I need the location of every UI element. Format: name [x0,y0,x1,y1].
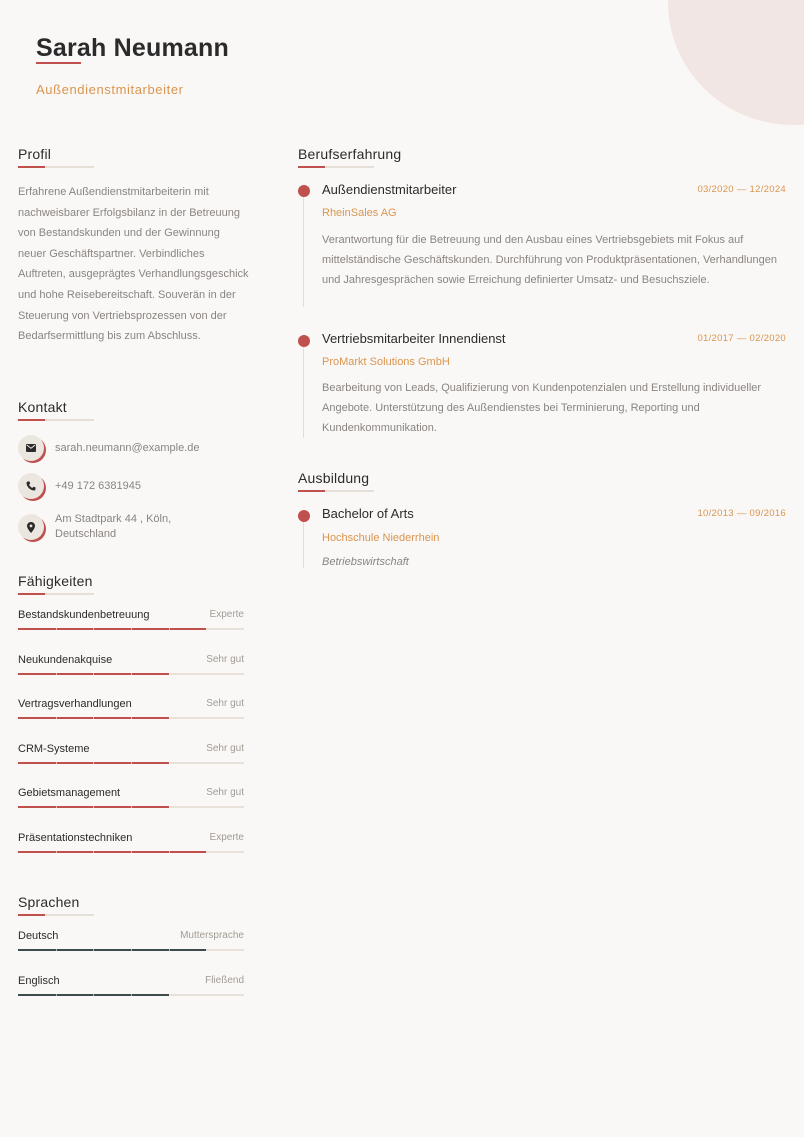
contact-heading: Kontakt [18,399,67,415]
timeline-dot [298,185,310,197]
email-text: sarah.neumann@example.de [55,441,200,454]
skill-bar-separator [93,851,94,853]
skill-level: Experte [209,609,244,620]
address-line-2: Deutschland [55,528,117,540]
experience-org: RheinSales AG [322,207,397,219]
language-bar-track [18,949,244,951]
experience-date: 01/2017 — 02/2020 [697,333,786,344]
skill-bar-track [18,628,244,630]
education-heading-line [298,490,374,492]
profile-text: Erfahrene Außendienstmitarbeiterin mit nachweisbarer Erfolgsbilanz in der Betreuung von Bestandskunden und der Gewinnung neuer Geschäftspartner. Verbindliches Auftreten, ausgeprägtes Verhandlungsgeschick und hohe Reisebereitschaft. Souverän in der Steuerung von Vertriebsprozessen von der Bedarfsermittlung bis zum Abschluss. [18,186,249,343]
location-pin-icon [18,514,44,540]
skill-name: Präsentationstechniken [18,831,133,844]
skill-bar-separator [56,851,57,853]
contact-address [18,512,171,542]
skill-level: Experte [209,831,244,843]
skill-bar-separator [56,806,57,808]
skill-name: Neukundenakquise [18,653,113,666]
skill-name: Vertragsverhandlungen [18,698,132,710]
skill-bar-separator [56,628,57,630]
phone-text: +49 172 6381945 [55,479,141,492]
experience-org: ProMarkt Solutions GmbH [322,356,450,368]
education-subject: Betriebswirtschaft [322,556,409,568]
skill-level: Sehr gut [206,787,244,798]
language-name: Englisch [18,975,60,987]
skill-bar-separator [169,717,170,719]
skill-bar-separator [56,762,57,764]
language-bar-track [18,994,244,996]
skill-bar-fill [18,628,206,630]
skill-name: Gebietsmanagement [18,787,121,799]
skill-bar-separator [93,806,94,808]
skill-bar-separator [131,762,132,764]
timeline-dot [298,510,310,522]
skill-bar-track [18,717,244,719]
skill-bar-track [18,762,244,764]
education-title: Bachelor of Arts [322,506,414,521]
language-bar-separator [169,994,170,996]
timeline-line [303,340,304,438]
timeline-line [303,191,304,307]
job-title: Außendienstmitarbeiter [36,82,184,97]
skill-name: Bestandskundenbetreuung [18,609,150,621]
language-name: Deutsch [18,930,59,942]
language-level: Fließend [205,975,244,986]
experience-date: 03/2020 — 12/2024 [697,184,786,195]
skill-bar-track [18,673,244,675]
skill-bar-separator [131,717,132,719]
skill-bar-separator [56,673,57,675]
skill-bar-separator [131,851,132,853]
language-bar-separator [93,949,94,951]
timeline-dot [298,335,310,347]
skill-bar-separator [169,762,170,764]
experience-description: Verantwortung für die Betreuung und den Ausbau eines Vertriebsgebiets mit Fokus auf mittelständische Geschäftskunden. Durchführung von Produktpräsentationen, Verhandlungen und Jahresgesprächen sowie Erreichung definierter Umsatz- und Besuchsziele. [322,234,777,286]
skills-heading: Fähigkeiten [18,573,93,589]
skill-bar-separator [93,673,94,675]
experience-title: Vertriebsmitarbeiter Innendienst [322,331,506,346]
languages-heading-line [18,914,94,916]
skill-bar-separator [169,673,170,675]
skill-name: CRM-Systeme [18,742,90,755]
language-bar-separator [93,994,94,996]
timeline-line [303,516,304,568]
skill-bar-separator [93,762,94,764]
experience-title: Außendienstmitarbeiter [322,182,457,197]
envelope-icon [18,435,44,461]
experience-heading-line [298,166,374,168]
experience-heading: Berufserfahrung [298,146,402,162]
contact-email[interactable] [18,435,199,461]
contact-phone[interactable] [18,473,141,499]
language-bar-fill [18,949,206,951]
language-bar-separator [131,949,132,951]
skill-bar-separator [93,717,94,719]
skill-bar-separator [56,717,57,719]
name-underline [36,62,81,64]
skills-heading-line [18,593,94,595]
language-level: Muttersprache [180,930,244,941]
language-bar-separator [56,994,57,996]
skill-level: Sehr gut [206,653,244,665]
phone-icon [18,473,44,499]
address-line-1: Am Stadtpark 44 , Köln, [55,513,172,525]
address-text [55,512,171,542]
skill-bar-track [18,806,244,808]
language-bar-separator [169,949,170,951]
skill-bar-separator [131,628,132,630]
languages-heading: Sprachen [18,894,80,910]
skill-bar-fill [18,851,206,853]
skill-bar-separator [93,628,94,630]
profile-heading: Profil [18,146,52,162]
person-name: Sarah Neumann [36,34,229,62]
skill-bar-separator [169,628,170,630]
skill-level: Sehr gut [206,742,244,754]
skill-bar-separator [169,806,170,808]
corner-decoration [668,0,804,125]
skill-bar-separator [131,806,132,808]
education-heading: Ausbildung [298,470,370,486]
skill-level: Sehr gut [206,698,244,709]
profile-heading-line [18,166,94,168]
skill-bar-separator [169,851,170,853]
skill-bar-separator [131,673,132,675]
contact-heading-line [18,419,94,421]
skill-bar-track [18,851,244,853]
language-bar-separator [131,994,132,996]
language-bar-separator [56,949,57,951]
education-date: 10/2013 — 09/2016 [697,508,786,519]
education-org: Hochschule Niederrhein [322,532,440,544]
experience-description: Bearbeitung von Leads, Qualifizierung von Kundenpotenzialen und Erstellung individueller Angebote. Unterstützung des Außendienstes bei Terminierung, Reporting und Kundenkommunikation. [322,382,762,434]
